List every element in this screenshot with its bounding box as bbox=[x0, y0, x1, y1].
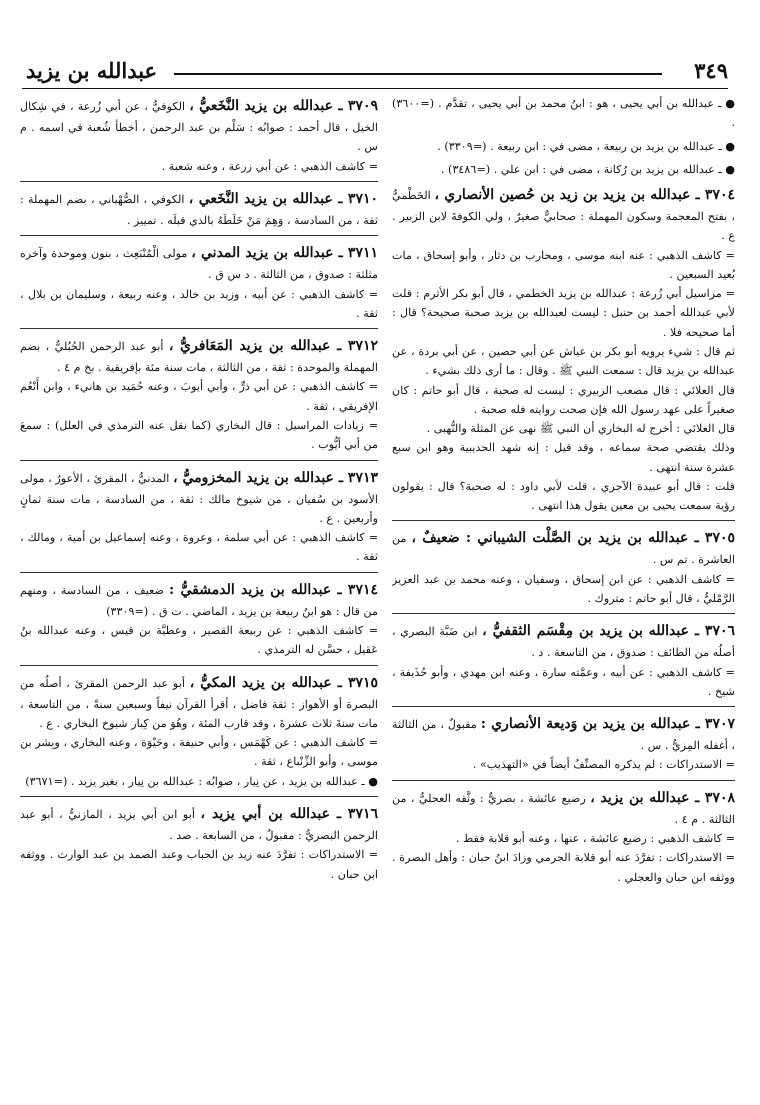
entry-note: قال العلائي : قال مصعب الزبيري : ليست له صحبة ، قال أبو حاتم : كان صغيراً على عهد رسول الله فإن صحت روايته فله صحبة . bbox=[392, 383, 735, 416]
entry-summary: أبو عبد الرحمن المقرئ ، أصلُه من البصرة أو الأهواز : ثقة فاضل ، أقرأ القرآن نيفاً وسبعين سنةً ، من التاسعة ، مات سنةَ ثلاث عشرةَ ، وقد قارب المئة ، وهُوَ من كِبار شيوخ البخاري . ع . bbox=[20, 676, 378, 730]
entry-note: = الاستدراكات : تفرَّدَ عنه زيد بن الحباب وعبد الصمد بن عبد الوارث . ووثقه ابن حبان . bbox=[20, 848, 378, 881]
entry-note: = كاشف الذهبي : عنه ابنه موسى ، ومحارب بن دثار ، وأبو إسحاق ، مات بُعيد السبعين . bbox=[392, 248, 735, 281]
entry-heading: ٣٧٠٩ ـ عبدالله بن يزيد النَّخَعيُّ ، bbox=[189, 98, 378, 114]
entry-summary: ابن ضَبَّة البصري ، أصلُه من الطائف : صدوق ، من التاسعة . د . bbox=[392, 625, 735, 660]
entry-note: = كاشف الذهبي : عن أبيه ، وعمَّته سارة ، وعنه ابن مهدي ، وأبو حُذَيفة ، شيخ . bbox=[392, 665, 735, 698]
entry-summary: أبو ابن أبي يزيد ، المازنيُّ ، أبو عبد الرحمن البصريُّ : مقبولٌ ، من السابعة . صد . bbox=[20, 807, 378, 842]
biography-entry bbox=[392, 137, 735, 156]
entry-separator bbox=[20, 665, 378, 666]
entry-note: = الاستدراكات : تفرَّدَ عنه أبو قلابة الجرمي وزادَ ابنُ حبان : وأهل البصرة . ووثقه ابن حبان والعجلي . bbox=[392, 851, 735, 884]
header-rule bbox=[174, 73, 662, 75]
entry-note: = كاشف الذهبي : عن ربيعة القصير ، وعطيَّة بن قيس ، وعنه عبدالله بنُ عَقيل ، حسَّن له الترمذي . bbox=[20, 623, 378, 657]
entry-text bbox=[20, 466, 378, 529]
entry-text bbox=[20, 671, 378, 734]
page-number: ٣٤٩ bbox=[694, 58, 728, 83]
entry-separator bbox=[392, 706, 735, 707]
biography-entry bbox=[20, 578, 378, 660]
entry-text bbox=[392, 619, 735, 662]
entry-heading: ٣٧٠٤ ـ عبدالله بن يزيد بن زيد بن حُصين الأنصاري ، bbox=[434, 187, 735, 204]
entry-separator bbox=[20, 796, 378, 797]
right-column bbox=[392, 94, 735, 1090]
biography-entry bbox=[392, 183, 735, 515]
biography-entry bbox=[20, 187, 378, 230]
page-header bbox=[22, 58, 728, 90]
entry-summary: ● ـ عبدالله بن أبي يحيى ، هو : ابنُ محمد بن أبي يحيى ، تقدَّم . (=٣٦٠٠) . bbox=[392, 97, 735, 130]
biography-entry bbox=[20, 334, 378, 454]
running-title: عبدالله بن يزيد bbox=[26, 58, 158, 83]
entry-note: = كاشف الذهبي : عن أبي زرعة ، وعنه شعبة . bbox=[161, 159, 378, 173]
entry-text bbox=[392, 94, 735, 133]
entry-summary: من العاشرة . تم س . bbox=[392, 532, 735, 567]
biography-entry bbox=[392, 160, 735, 179]
entry-text bbox=[20, 241, 378, 284]
biography-entry bbox=[392, 94, 735, 133]
entry-note: = الاستدراكات : لم يذكره المصنِّفُ أيضاً في «التهذيب» . bbox=[472, 758, 735, 772]
entry-text bbox=[392, 526, 735, 569]
entry-note: = كاشف الذهبي : رضيع عائشة ، عنها ، وعنه أبو قلابة فقط . bbox=[455, 832, 735, 846]
entry-separator bbox=[392, 520, 735, 521]
entry-heading: ٣٧١٣ ـ عبدالله بن يزيد المخزوميُّ ، bbox=[173, 469, 378, 486]
header-underline bbox=[22, 88, 728, 89]
entry-summary: مقبولٌ ، من الثالثة ، أغفله المِزيُّ . س . bbox=[392, 718, 735, 753]
entry-summary: الخَطْميُّ ، بفتح المعجمة وسكون المهملة : صحابيٌّ صغيرٌ ، ولي الكوفةَ لابن الزبير . ع . bbox=[392, 189, 735, 243]
entry-heading: ٣٧١١ ـ عبدالله بن يزيد المدني ، bbox=[191, 245, 378, 262]
biography-entry bbox=[392, 619, 735, 701]
entry-note: ● ـ عبدالله بن يزيد ، عن نِيار ، صوابُه : عبدالله بن نِيار ، بغير يزيد . (=٣٦٧١) bbox=[25, 774, 378, 788]
entry-summary: مولى الْمُنْبَعِث ، بنون وموحدة وآخره مثلثة : صدوق ، من الثالثة . د س ق . bbox=[20, 247, 378, 282]
entry-heading: ٣٧١٦ ـ عبدالله بن أبي يزيد ، bbox=[200, 805, 378, 822]
entry-text bbox=[392, 160, 735, 179]
entry-text bbox=[392, 712, 735, 755]
entry-note: = كاشف الذهبي : عن كَهْمَس ، وأبي حنيفة ، وحَيْوَة ، وعنه البخاري ، وبِشر بن موسى ، وأبو الزِّنْباع ، ثقة . bbox=[20, 736, 378, 769]
entry-note: قال العلائي : أخرج له البخاري أن النبي ﷺ نهى عن المثلة والنُّهبى . bbox=[426, 422, 735, 436]
entry-separator bbox=[392, 613, 735, 614]
entry-separator bbox=[20, 181, 378, 182]
biography-entry bbox=[20, 466, 378, 567]
entry-text bbox=[20, 334, 378, 377]
entry-text bbox=[20, 187, 378, 230]
biography-entry bbox=[20, 241, 378, 323]
entry-heading: ٣٧١٥ ـ عبدالله بن يزيد المكيُّ ، bbox=[189, 674, 378, 691]
entry-heading: ٣٧٠٦ ـ عبدالله بن يزيد بن مِقْسَم الثقفيُّ ، bbox=[482, 623, 735, 640]
biography-entry bbox=[20, 802, 378, 884]
biography-entry bbox=[20, 671, 378, 791]
entry-note: وذلك يقتضي صحة سماعه ، وقد قيل : إنه شهد الحديبية وهو ابن سبع عشرة سنة انتهى . bbox=[392, 441, 735, 474]
entry-summary: ● ـ عبدالله بن يزيد بن ربيعة ، مضى في : ابن ربيعة . (=٣٣٠٩) . bbox=[437, 139, 735, 153]
entry-separator bbox=[20, 572, 378, 573]
entry-summary: ● ـ عبدالله بن يزيد بن رُكانة ، مضى في : ابن علي . (=٣٤٨٦) . bbox=[440, 162, 735, 176]
entry-summary: ضعيف ، من السادسة ، ومنهم من قال : هو ابنُ ربيعة بن يزيد ، الماضي . ت ق . (=٣٣٠٩) bbox=[20, 583, 378, 618]
entry-text bbox=[392, 137, 735, 156]
entry-summary: أبو عبد الرحمن الحُبُليُّ ، بضم المهملة والموحدة : ثقة ، من الثالثة ، مات سنة مئة بإفريقية . بخ م ٤ . bbox=[20, 340, 378, 375]
entry-summary: المدنيُّ ، المقرئ ، الأعورُ ، مولى الأسود بن سُفيان ، من شيوخ مالك : ثقة ، من السادسة ، مات سنة ثمانٍ وأربعين . ع . bbox=[20, 471, 378, 525]
biography-entry bbox=[392, 526, 735, 608]
entry-note: قلت : قال أبو عبيدة الآجري ، قلت لأبي داود : له صحبة؟ قال : يقولون رؤية سمعت يحيى بن معين يقول هذا انتهى . bbox=[392, 479, 735, 513]
entry-separator bbox=[20, 460, 378, 461]
entry-text bbox=[392, 786, 735, 829]
entry-summary: الكوفيُّ ، عن أبي زُرعة ، في شِكال الخيل ، قال أحمد : صوابُه : سَلْم بن عبد الرحمن ، أخطأ شُعبة في اسمه . م س . bbox=[20, 100, 378, 154]
entry-text bbox=[20, 94, 378, 157]
entry-summary: رضيع عائشة ، بصريٌّ : وثَّقه العجليُّ ، من الثالثة . م ٤ . bbox=[392, 791, 735, 826]
entry-heading: ٣٧٠٥ ـ عبدالله بن يزيد بن الصَّلْت الشيباني : ضعيفٌ ، bbox=[411, 530, 735, 547]
entry-text bbox=[20, 802, 378, 845]
entry-separator bbox=[20, 235, 378, 236]
entry-separator bbox=[392, 780, 735, 781]
entry-summary: الكوفي ، الصُّهْباني ، بضم المهملة : ثقة ، من السادسة ، وَهِمَ مَنْ خَلَطَهُ بالذي قبلَه . تمييز . bbox=[20, 192, 378, 227]
entry-note: ثم قال : شيء يرويه أبو بكر بن عياش عن أبي حصين ، عن أبي بردة ، عن عبدالله بن يزيد قال : سمعت النبي ﷺ . وقال : ما أرى ذلك بشيء . bbox=[392, 345, 735, 378]
entry-note: = كاشف الذهبي : عن أبي سلمة ، وعروة ، وعنه إسماعيل بن أمية ، ومالك ، ثقة . bbox=[20, 531, 378, 564]
entry-note: = مراسيل أبي زُرعة : عبدالله بن يزيد الخطمي ، قال أبو بكر الأثرم : قلت لأبي عبدالله أحمد بن حنبل : ليست لعبدالله بن يزيد صحبة صحيحة؟ قال : أما صحيحه فلا . bbox=[392, 287, 735, 339]
entry-text bbox=[20, 578, 378, 621]
entry-note: = زيادات المراسيل : قال البخاري (كما نقل عنه الترمذي في العلل) : سمعَ من أبي أيُّوب . bbox=[20, 418, 378, 452]
entry-note: = كاشف الذهبي : عن أبيه ، وزيد بن خالد ، وعنه ربيعة ، وسليمان بن بلال ، ثقة . bbox=[20, 287, 378, 320]
biography-entry bbox=[392, 786, 735, 887]
entry-note: = كاشف الذهبي : عن أبي ذرٍّ ، وأبي أيوبَ ، وعنه حُمَيد بن هانيء ، وابن أَنْعُم الإفريقي ، ثقة . bbox=[20, 380, 378, 413]
biography-entry bbox=[20, 94, 378, 176]
entry-text bbox=[392, 183, 735, 246]
entry-heading: ٣٧١٢ ـ عبدالله بن يزيد المَعَافريُّ ، bbox=[168, 338, 378, 355]
entry-note: = كاشف الذهبي : عن ابن إسحاق ، وسفيان ، وعنه محمد بن عبد العزيز الرَّمْليُّ ، قال أبو حاتم : متروك . bbox=[392, 572, 735, 605]
left-column bbox=[20, 94, 378, 1090]
entry-separator bbox=[20, 328, 378, 329]
entry-heading: ٣٧١٤ ـ عبدالله بن يزيد الدمشقيُّ : bbox=[169, 581, 378, 598]
biography-entry bbox=[392, 712, 735, 775]
entry-heading: ٣٧٠٨ ـ عبدالله بن يزيد ، bbox=[590, 789, 735, 806]
entry-heading: ٣٧٠٧ ـ عبدالله بن يزيد بن وَديعة الأنصاري : bbox=[480, 716, 735, 733]
entry-heading: ٣٧١٠ ـ عبدالله بن يزيد النَّخَعي ، bbox=[188, 190, 378, 207]
